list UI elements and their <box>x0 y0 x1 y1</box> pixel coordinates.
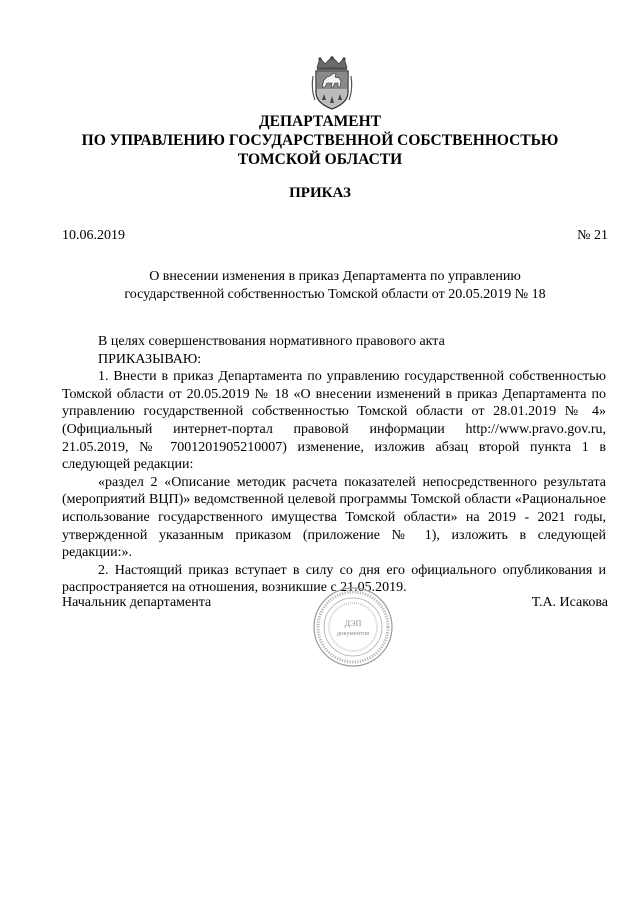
intro-paragraph: В целях совершенствования нормативного правового акта <box>98 334 445 349</box>
order-word: ПРИКАЗЫВАЮ: <box>98 351 202 367</box>
department-title-line2: ПО УПРАВЛЕНИЮ ГОСУДАРСТВЕННОЙ СОБСТВЕННОСТЬЮ <box>81 132 559 149</box>
department-title-line1: ДЕПАРТАМЕНТ <box>258 113 382 130</box>
item-2-paragraph: 2. Настоящий приказ вступает в силу со дня его официального опубликования и распространяется на отношения, возникшие с 21.05.2019. <box>62 562 606 596</box>
order-number: № 21 <box>577 228 608 243</box>
order-subject: О внесении изменения в приказ Департамента по управлению государственной собственностью Томской области от 20.05.2019 № 18 <box>124 269 546 302</box>
signatory-position: Начальник департамента <box>62 595 212 610</box>
tomsk-oblast-coat-of-arms-icon <box>311 56 353 110</box>
signatory-name: Т.А. Исакова <box>531 595 608 610</box>
document-type: ПРИКАЗ <box>289 185 351 201</box>
order-date: 10.06.2019 <box>62 228 125 243</box>
signature-stamp-icon <box>312 586 394 668</box>
order-body <box>62 333 606 597</box>
item-1-paragraph: 1. Внести в приказ Департамента по управлению государственной собственностью Томской области от 20.05.2019 № 18 «О внесении изменений в приказ Департамента по управлению государственной собственностью Томской области от 28.01.2019 № 4» (Официальный интернет-портал правовой информации http://www.pravo.gov.ru, 21.05.2019, № 7001201905210007) изменение, изложив абзац второй пункта 1 в следующей редакции: <box>62 369 606 473</box>
department-title-line3: ТОМСКОЙ ОБЛАСТИ <box>237 151 403 168</box>
stamp-text-line2: документов <box>336 630 370 637</box>
stamp-text-line1: ДЭП <box>344 619 362 628</box>
quoted-paragraph: «раздел 2 «Описание методик расчета показателей непосредственного результата (мероприятий ВЦП)» ведомственной целевой программы Томской области «Рациональное использование государственного имущества Томской области» на 2019 - 2021 годы, утвержденной указанным приказом (приложение № 1), изложить в следующей редакции:». <box>62 474 606 561</box>
